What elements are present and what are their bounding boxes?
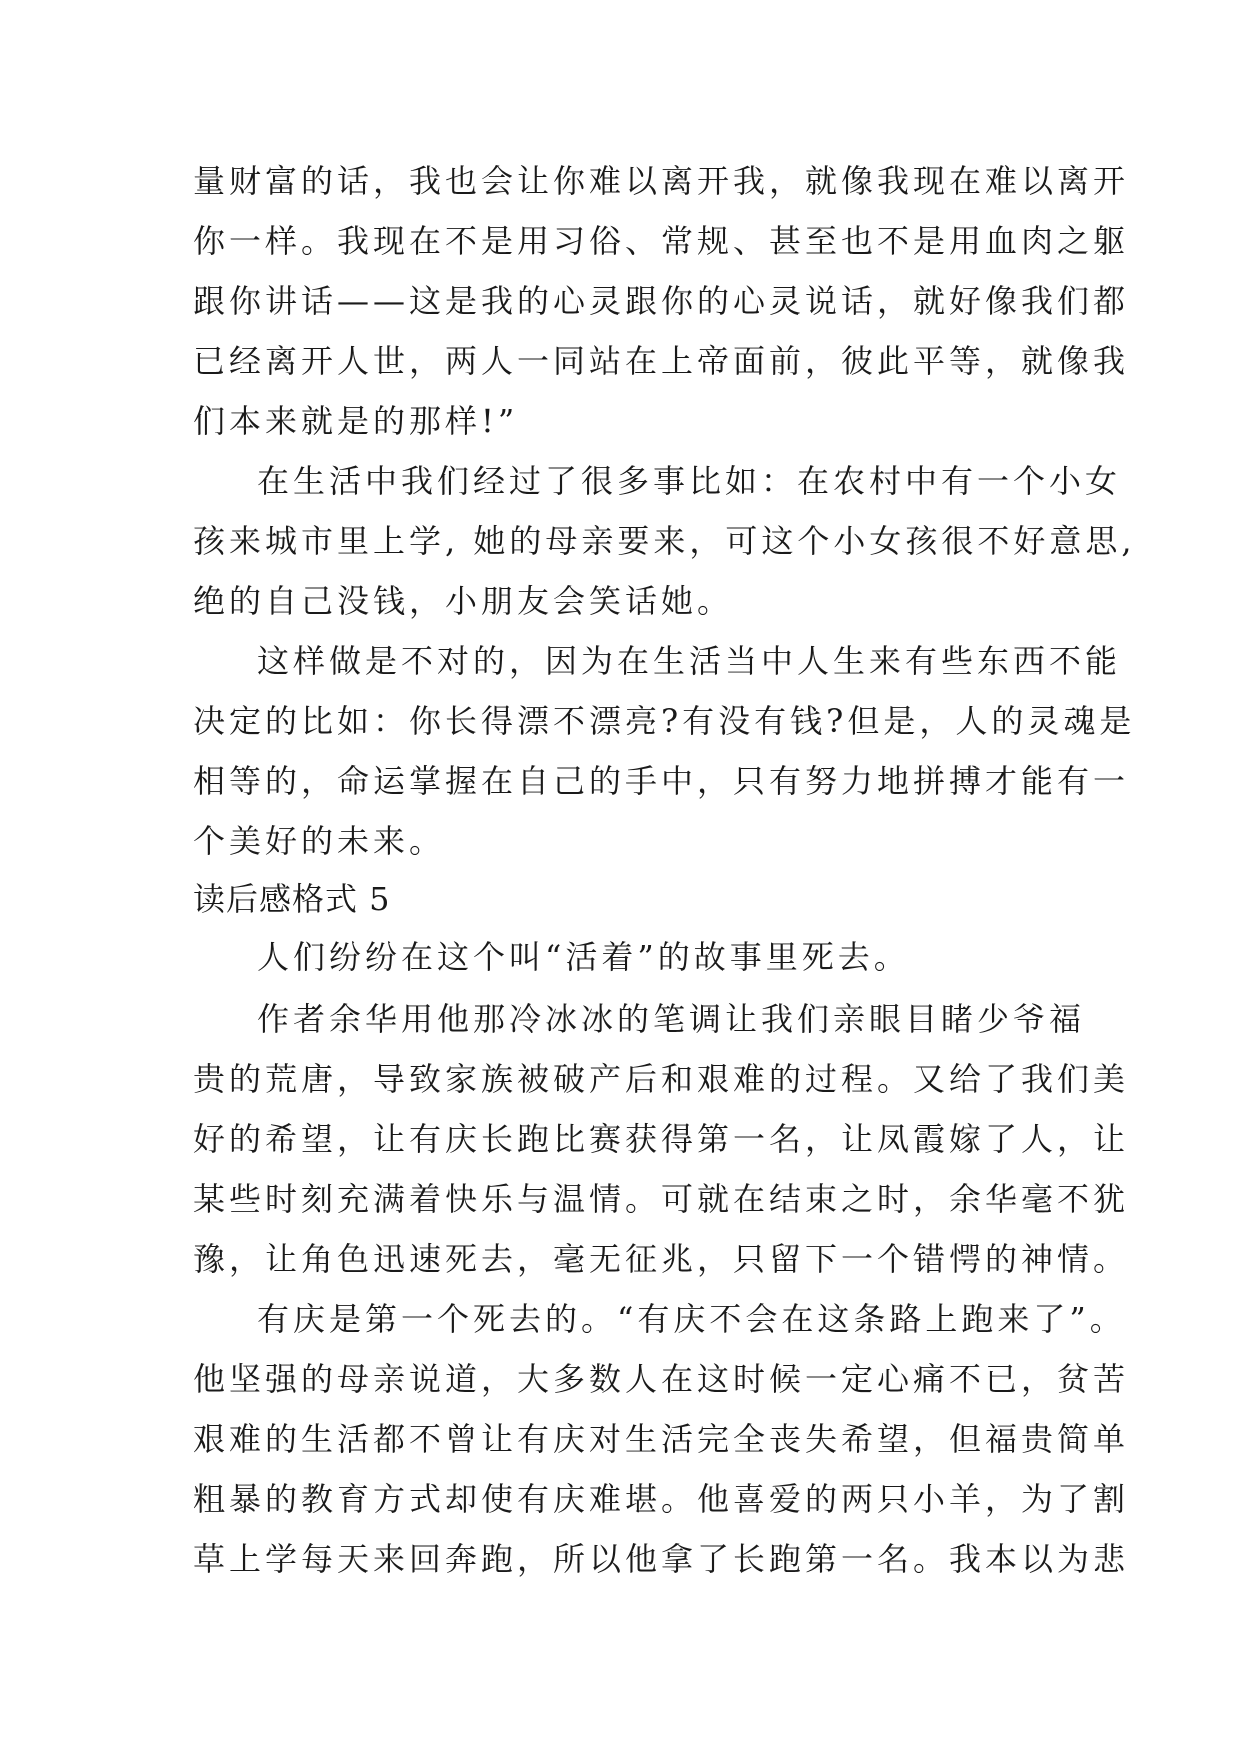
text-line: 艰难的生活都不曾让有庆对生活完全丧失希望，但福贵简单	[193, 1420, 1130, 1458]
text-line: 人们纷纷在这个叫“活着”的故事里死去。	[257, 938, 910, 976]
text-line: 豫，让角色迅速死去，毫无征兆，只留下一个错愕的神情。	[193, 1240, 1130, 1278]
text-line: 个美好的未来。	[193, 822, 446, 860]
text-line: 好的希望，让有庆长跑比赛获得第一名，让凤霞嫁了人，让	[193, 1120, 1130, 1158]
text-line: 作者余华用他那冷冰冰的笔调让我们亲眼目睹少爷福	[257, 1000, 1086, 1038]
text-line: 草上学每天来回奔跑，所以他拿了长跑第一名。我本以为悲	[193, 1540, 1130, 1578]
text-line: 相等的，命运掌握在自己的手中，只有努力地拼搏才能有一	[193, 762, 1130, 800]
text-line: 贵的荒唐，导致家族被破产后和艰难的过程。又给了我们美	[193, 1060, 1130, 1098]
text-line: 在生活中我们经过了很多事比如：在农村中有一个小女	[257, 462, 1122, 500]
text-line: 们本来就是的那样!”	[193, 402, 519, 440]
text-line: 决定的比如：你长得漂不漂亮?有没有钱?但是，人的灵魂是	[193, 702, 1136, 740]
text-line: 某些时刻充满着快乐与温情。可就在结束之时，余华毫不犹	[193, 1180, 1130, 1218]
text-line: 已经离开人世，两人一同站在上帝面前，彼此平等，就像我	[193, 342, 1130, 380]
text-line: 跟你讲话——这是我的心灵跟你的心灵说话，就好像我们都	[193, 282, 1130, 320]
text-line: 粗暴的教育方式却使有庆难堪。他喜爱的两只小羊，为了割	[193, 1480, 1130, 1518]
text-line: 他坚强的母亲说道，大多数人在这时候一定心痛不已，贫苦	[193, 1360, 1130, 1398]
section-heading: 读后感格式 5	[193, 880, 391, 918]
text-line: 有庆是第一个死去的。“有庆不会在这条路上跑来了”。	[257, 1300, 1126, 1338]
text-line: 绝的自己没钱，小朋友会笑话她。	[193, 582, 734, 620]
text-line: 这样做是不对的，因为在生活当中人生来有些东西不能	[257, 642, 1122, 680]
text-line: 孩来城市里上学, 她的母亲要来，可这个小女孩很不好意思,	[193, 522, 1136, 560]
text-line: 量财富的话，我也会让你难以离开我，就像我现在难以离开	[193, 162, 1130, 200]
text-line: 你一样。我现在不是用习俗、常规、甚至也不是用血肉之躯	[193, 222, 1130, 260]
